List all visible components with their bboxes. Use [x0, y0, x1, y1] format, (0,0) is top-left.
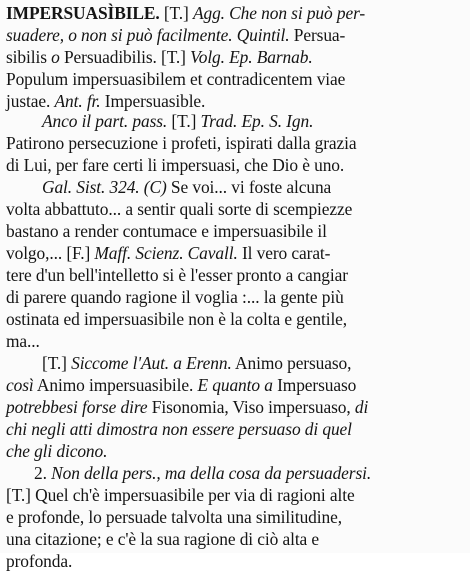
entry-line: [6, 264, 348, 286]
text-segment: di parere quando ragione il voglia :... la gente più: [6, 287, 344, 307]
text-segment: Impersuaso: [272, 375, 357, 395]
entry-line: [6, 506, 342, 528]
entry-line: [6, 330, 40, 352]
text-segment: Gal. Sist. 324. (C): [42, 177, 167, 197]
entry-line: [42, 110, 313, 132]
entry-line: [6, 198, 352, 220]
text-segment: o: [51, 47, 60, 67]
text-segment: chi negli atti dimostra non essere persuaso di quel: [6, 419, 352, 439]
text-segment: Fisonomia, Viso impersuaso,: [147, 397, 355, 417]
entry-line: [42, 352, 351, 374]
text-segment: Non della pers., ma della cosa da persuadersi.: [51, 463, 372, 483]
text-segment: Se voi... vi foste alcuna: [166, 177, 332, 197]
text-segment: [T.]: [167, 111, 201, 131]
text-segment: una citazione; e c'è la sua ragione di ciò alta e: [6, 529, 320, 549]
text-segment: volgo,... [F.]: [6, 243, 95, 263]
text-segment: E quanto a: [197, 375, 273, 395]
entry-line: [6, 132, 357, 154]
text-segment: ostinata ed impersuasibile non è la colta e gentile,: [6, 309, 348, 329]
text-segment: Siccome l'Aut. a Erenn.: [71, 353, 232, 373]
text-segment: IMPERSUASÌBILE.: [6, 3, 160, 23]
text-segment: di Lui, per fare certi li impersuasi, che Dio è uno.: [6, 155, 345, 175]
text-segment: Maff. Scienz. Cavall.: [94, 243, 238, 263]
text-segment: sibilis: [6, 47, 52, 67]
entry-line: [42, 176, 331, 198]
entry-line: [6, 418, 352, 440]
text-segment: volta abbattuto... a sentir quali sorte di scempiezze: [6, 199, 353, 219]
text-segment: bastano a render contumace e impersuasibile il: [6, 221, 327, 241]
entry-line: [6, 24, 345, 46]
entry-line: [6, 46, 313, 68]
entry-line: [6, 440, 107, 462]
text-segment: Anco il part. pass.: [42, 111, 168, 131]
text-segment: potrebbesi forse dire: [6, 397, 148, 417]
entry-line: [6, 68, 345, 90]
entry-line: [6, 242, 330, 264]
text-segment: Patirono persecuzione i profeti, ispirati dalla grazia: [6, 133, 357, 153]
entry-line: [34, 462, 371, 484]
text-segment: Animo persuaso,: [231, 353, 352, 373]
entry-line: [6, 374, 356, 396]
entry-line: [6, 396, 368, 418]
text-segment: 2.: [34, 463, 52, 483]
text-segment: Volg. Ep. Barnab.: [190, 47, 313, 67]
entry-line: [6, 154, 344, 176]
text-segment: Populum impersuasibilem et contradicentem viae: [6, 69, 346, 89]
entry-line: [6, 528, 319, 550]
text-segment: suadere, o non si può facilmente. Quintil.: [6, 25, 290, 45]
text-segment: Agg. Che non si può per-: [192, 3, 366, 23]
entry-line: [6, 2, 365, 24]
text-segment: di: [354, 397, 369, 417]
entry-line: [6, 90, 205, 112]
text-segment: [T.]: [42, 353, 72, 373]
text-segment: [T.]: [159, 3, 193, 23]
entry-line: [6, 286, 344, 308]
text-segment: Animo impersuasibile.: [33, 375, 198, 395]
text-segment: e profonde, lo persuade talvolta una similitudine,: [6, 507, 342, 527]
text-segment: Ant. fr.: [54, 91, 101, 111]
text-segment: Trad. Ep. S. Ign.: [200, 111, 314, 131]
text-segment: Persua-: [289, 25, 346, 45]
text-segment: [T.] Quel ch'è impersuasibile per via di ragioni alte: [6, 485, 355, 505]
text-segment: Impersuasible.: [100, 91, 206, 111]
text-segment: che gli dicono.: [6, 441, 108, 461]
text-segment: tere d'un bell'intelletto si è l'esser pronto a cangiar: [6, 265, 348, 285]
text-segment: Il vero carat-: [237, 243, 331, 263]
text-segment: così: [6, 375, 34, 395]
entry-line: [6, 484, 355, 506]
entry-line: [6, 220, 327, 242]
entry-line: [6, 550, 72, 572]
text-segment: ma...: [6, 331, 40, 351]
text-segment: justae.: [6, 91, 55, 111]
text-segment: Persuadibilis. [T.]: [59, 47, 191, 67]
text-segment: profonda.: [6, 551, 73, 571]
entry-line: [6, 308, 347, 330]
